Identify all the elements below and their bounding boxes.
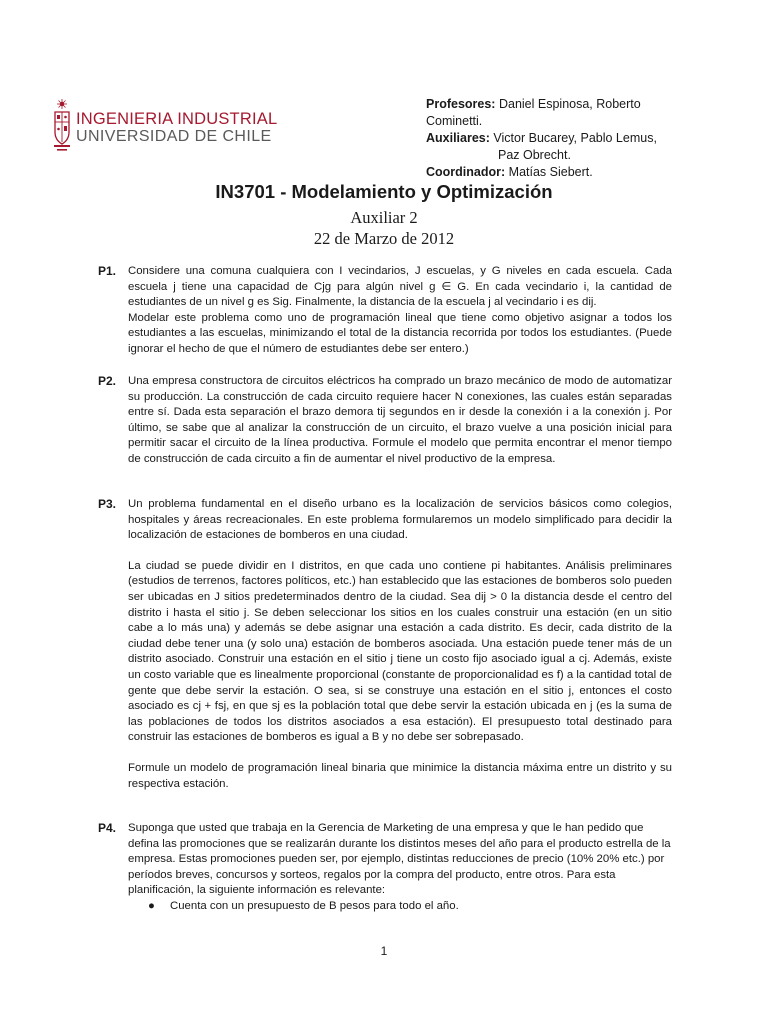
profesores-row [426, 96, 726, 113]
problem-paragraph: La ciudad se puede dividir en I distritos, en que cada uno contiene pi habitantes. Análisis preliminares (estudios de terrenos, factores políticos, etc.) han establecido que las estaciones de bomberos solo pueden ser ubicadas en J sitios predeterminados dentro de la ciudad. Sea dij > 0 la distancia desde el centro del distrito i hasta el sitio j. Se deben seleccionar los sitios en los cuales construir una estación (en un sitio cabe a lo más una) y además se debe asignar una estación a cada distrito. Es decir, cada distrito de la ciudad debe tener una (y solo una) estación de bomberos asociada. Una estación puede tener más de un distrito asociado. Construir una estación en el sitio j tiene un costo fijo asociado igual a cj. Además, existe un costo variable que es linealmente proporcional (constante de proporcionalidad es f) a la cantidad total de gente que debe servir la estación. O sea, si se construye una estación en el sitio j, entonces el costo asociado es cj + fsj, en que sj es la población total que debe servir la estación ubicada en j (es la suma de las poblaciones de todos los distritos asociados a esa estación). El presupuesto total destinado para construir las estaciones de bomberos es igual a B y no debe ser sobrepasado. [128, 559, 672, 744]
coordinador-label: Coordinador: [426, 165, 506, 179]
problem-paragraph: Modelar este problema como uno de programación lineal que tiene como objetivo asignar a todos los estudiantes a las escuelas, minimizando el total de la distancia recorrida por todos los estudiantes. (Puede ignorar el hecho de que el número de estudiantes debe ser entero.) [128, 311, 672, 355]
problem-body [128, 497, 672, 792]
coordinador-value: Matías Siebert. [508, 165, 593, 179]
course-staff [426, 96, 726, 181]
problem-body [128, 374, 672, 468]
auxiliares-value: Victor Bucarey, Pablo Lemus, [493, 131, 657, 145]
list-item [148, 899, 672, 915]
problem-label: P3. [98, 497, 117, 511]
problem-3 [98, 497, 672, 792]
problem-paragraph: Suponga que usted que trabaja en la Gerencia de Marketing de una empresa y que le han pedido que defina las promociones que se realizarán durante los distintos meses del año para el producto estrella de la empresa. Estas promociones pueden ser, por ejemplo, distintas reducciones de precio (10% 20% etc.) por períodos breves, concursos y sorteos, regalos por la compra del producto, entre otros. Para esta planificación, la siguiente información es relevante: [128, 822, 671, 897]
problem-paragraph: Una empresa constructora de circuitos eléctricos ha comprado un brazo mecánico de modo de automatizar su producción. La construcción de cada circuito requiere hacer N conexiones, las cuales están separadas entre sí. Dada esta separación el brazo demora tij segundos en ir desde la conexión i a la conexión j. Por último, se sabe que al analizar la construcción de un circuito, el brazo vuelve a una posición inicial para permitir sacar el circuito de la línea productiva. Formule el modelo que permita encontrar el menor tiempo de construcción de cada circuito a fin de aumentar el nivel productivo de la empresa. [128, 375, 672, 465]
course-title: IN3701 - Modelamiento y Optimización [215, 181, 553, 202]
problem-paragraph: Considere una comuna cualquiera con I vecindarios, J escuelas, y G niveles en cada escuela. Cada escuela j tiene una capacidad de Cjg para algún nivel g ∈ G. En cada vecindario i, la cantidad de estudiantes de un nivel g es Sig. Finalmente, la distancia de la escuela j al vecindario i es dij. [128, 265, 672, 309]
assignment-date: 22 de Marzo de 2012 [313, 229, 455, 248]
coordinador-row [426, 164, 726, 181]
problem-4 [98, 821, 672, 915]
problem-1 [98, 264, 672, 358]
problem-body [128, 264, 672, 358]
list-item-text: Cuenta con un presupuesto de B pesos para todo el año. [170, 899, 459, 912]
profesores-continuation: Cominetti. [426, 114, 483, 128]
problem-2 [98, 374, 672, 468]
university-logo [48, 98, 278, 158]
problem-paragraph: Un problema fundamental en el diseño urbano es la localización de servicios básicos como colegios, hospitales y áreas recreacionales. En este problema formularemos un modelo simplificado para decidir la localización de estaciones de bomberos en una ciudad. [128, 498, 672, 542]
profesores-value: Daniel Espinosa, Roberto [498, 97, 641, 111]
problem-body [128, 821, 672, 915]
problem-label: P1. [98, 264, 117, 278]
problem-paragraph: Formule un modelo de programación lineal binaria que minimice la distancia máxima entre un distrito y su respectiva estación. [128, 761, 672, 790]
auxiliares-continuation: Paz Obrecht. [498, 148, 571, 162]
page-number: 1 [380, 944, 388, 958]
auxiliares-row [426, 130, 726, 147]
bullet-icon: ● [148, 899, 155, 912]
profesores-label: Profesores: [426, 97, 496, 111]
problem-label: P4. [98, 821, 117, 835]
assignment-title: Auxiliar 2 [350, 208, 418, 227]
logo-subtitle: UNIVERSIDAD DE CHILE [76, 128, 272, 145]
auxiliares-label: Auxiliares: [426, 131, 490, 145]
problem-label: P2. [98, 374, 117, 388]
university-seal-icon [52, 98, 72, 154]
logo-title: INGENIERIA INDUSTRIAL [76, 110, 278, 128]
